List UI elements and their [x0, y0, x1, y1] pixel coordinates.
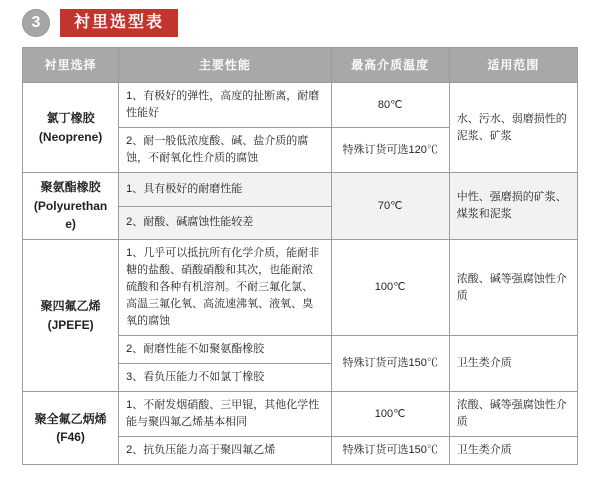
- performance-cell: 2、耐一般低浓度酸、碱、盐介质的腐蚀，不耐氧化性介质的腐蚀: [119, 128, 331, 173]
- scope-cell: 卫生类介质: [449, 336, 577, 392]
- scope-cell: 水、污水、弱磨损性的泥浆、矿浆: [449, 83, 577, 173]
- table-row: [23, 239, 578, 335]
- temperature-cell: 100℃: [331, 392, 449, 437]
- temperature-cell: 80℃: [331, 83, 449, 128]
- section-number-badge: 3: [22, 9, 50, 37]
- lining-name-neoprene: [23, 83, 119, 173]
- lining-name-jpefe: [23, 239, 119, 391]
- lining-name-polyurethane: [23, 173, 119, 240]
- performance-cell: 1、不耐发烟硝酸、三甲锟，其他化学性能与聚四氟乙烯基本相同: [119, 392, 331, 437]
- temperature-cell: 特殊订货可选150℃: [331, 336, 449, 392]
- lining-name-cn: 氯丁橡胶: [46, 111, 95, 125]
- temperature-cell: 特殊订货可选150℃: [331, 437, 449, 465]
- lining-name-f46: [23, 392, 119, 465]
- scope-cell: 中性、强磨损的矿浆、煤浆和泥浆: [449, 173, 577, 240]
- lining-name-en: (F46): [56, 430, 85, 445]
- column-header-lining: 衬里选择: [23, 48, 119, 83]
- scope-cell: 浓酸、碱等强腐蚀性介质: [449, 392, 577, 437]
- page-title: 衬里选型表: [60, 9, 178, 38]
- lining-selection-table-wrap: [22, 47, 578, 465]
- performance-cell: 1、有极好的弹性，高度的扯断离，耐磨性能好: [119, 83, 331, 128]
- scope-cell: 卫生类介质: [449, 437, 577, 465]
- performance-cell: 1、几乎可以抵抗所有化学介质，能耐非糖的盐酸、硝酸硝酸和其次，也能耐浓硫酸和各种有机溶剂。不耐三氟化氯、高温三氟化氧、高流速沸氧、液氧、臭氧的腐蚀: [119, 239, 331, 335]
- table-row: [23, 173, 578, 206]
- section-title-row: [22, 8, 178, 38]
- lining-name-cn: 聚全氟乙炳烯: [34, 411, 107, 426]
- column-header-max-temperature: 最高介质温度: [331, 48, 449, 83]
- lining-name-en: (JPEFE): [47, 317, 94, 332]
- performance-cell: 2、耐磨性能不如聚氨酯橡胶: [119, 336, 331, 364]
- lining-name-cn: 聚氨酯橡胶: [40, 180, 101, 195]
- performance-cell: 2、耐酸、碱腐蚀性能较差: [119, 206, 331, 239]
- performance-cell: 3、看负压能力不如氯丁橡胶: [119, 364, 331, 392]
- temperature-cell: 特殊订货可选120℃: [331, 128, 449, 173]
- temperature-cell: 70℃: [331, 173, 449, 240]
- performance-cell: 1、具有极好的耐磨性能: [119, 173, 331, 206]
- lining-name-en: (Neoprene): [38, 129, 103, 144]
- column-header-performance: 主要性能: [119, 48, 331, 83]
- column-header-scope: 适用范围: [449, 48, 577, 83]
- table-row: [23, 83, 578, 128]
- temperature-cell: 100℃: [331, 239, 449, 335]
- lining-selection-table: [22, 47, 578, 465]
- lining-name-en: (Polyurethane): [33, 198, 108, 232]
- table-row: [23, 392, 578, 437]
- scope-cell: 浓酸、碱等强腐蚀性介质: [449, 239, 577, 335]
- performance-cell: 2、抗负压能力高于聚四氟乙烯: [119, 437, 331, 465]
- table-header-row: [23, 48, 578, 83]
- lining-name-cn: 聚四氟乙烯: [40, 299, 101, 314]
